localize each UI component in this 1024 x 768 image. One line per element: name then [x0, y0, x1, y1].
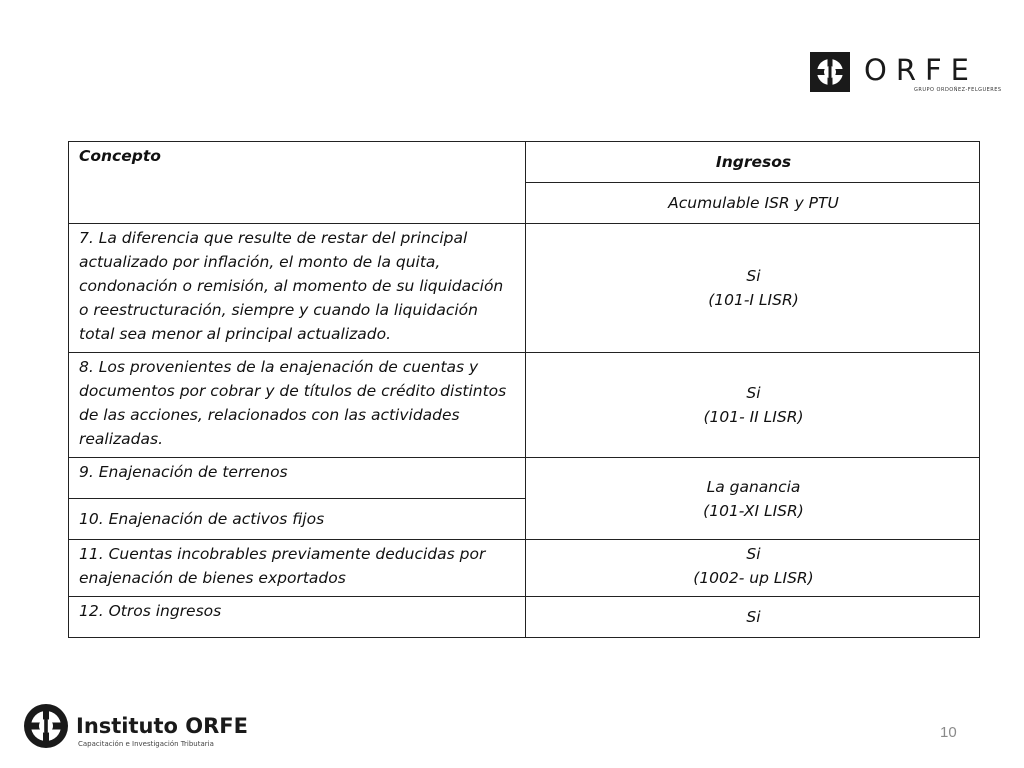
row-value [526, 224, 980, 353]
row-value [526, 458, 980, 540]
instituto-logo-tagline: Capacitación e Investigación Tributaria [78, 740, 214, 748]
instituto-orfe-logo [22, 702, 272, 754]
orfe-logo-mark-icon [810, 52, 850, 92]
row-value [526, 597, 980, 638]
orfe-logo [810, 52, 1002, 96]
row-concept: 9. Enajenación de terrenos [69, 458, 526, 499]
row-value-line1: La ganancia [706, 477, 801, 496]
header-concepto: Concepto [69, 142, 526, 224]
table-row [69, 353, 980, 458]
row-value [526, 540, 980, 597]
header-ingresos: Ingresos [526, 142, 980, 183]
row-concept: 10. Enajenación de activos fijos [69, 499, 526, 540]
row-concept: 7. La diferencia que resulte de restar del principal actualizado por inflación, el monto de la quita, condonación o remisión, al momento de su liquidación o reestructuración, siempre y cuando la liquidación total sea menor al principal actualizado. [69, 224, 526, 353]
orfe-logo-text: ORFE [864, 53, 978, 87]
row-value-line2: (101-I LISR) [708, 291, 799, 309]
row-concept: 11. Cuentas incobrables previamente deducidas por enajenación de bienes exportados [69, 540, 526, 597]
header-acumulable: Acumulable ISR y PTU [526, 183, 980, 224]
table-header-row [69, 142, 980, 183]
instituto-logo-text: Instituto ORFE [76, 714, 248, 738]
table-row [69, 224, 980, 353]
row-value-line1: Si [746, 608, 761, 626]
row-value [526, 353, 980, 458]
table-row [69, 540, 980, 597]
row-concept: 8. Los provenientes de la enajenación de cuentas y documentos por cobrar y de títulos de crédito distintos de las acciones, relacionados con las actividades realizadas. [69, 353, 526, 458]
page-number: 10 [940, 724, 957, 741]
ingresos-table [68, 141, 980, 638]
row-value-line2: (1002- up LISR) [693, 569, 814, 587]
orfe-logo-tagline: GRUPO ORDOÑEZ-FELGUERES [914, 87, 1002, 93]
row-value-line1: Si [746, 545, 761, 563]
row-value-line2: (101- II LISR) [703, 408, 804, 426]
row-value-line1: Si [746, 384, 761, 402]
row-concept: 12. Otros ingresos [69, 597, 526, 638]
row-value-line2: (101-XI LISR) [703, 501, 804, 520]
row-value-line1: Si [746, 267, 761, 285]
table-row [69, 597, 980, 638]
instituto-logo-mark-icon [22, 702, 70, 750]
table-row [69, 458, 980, 499]
